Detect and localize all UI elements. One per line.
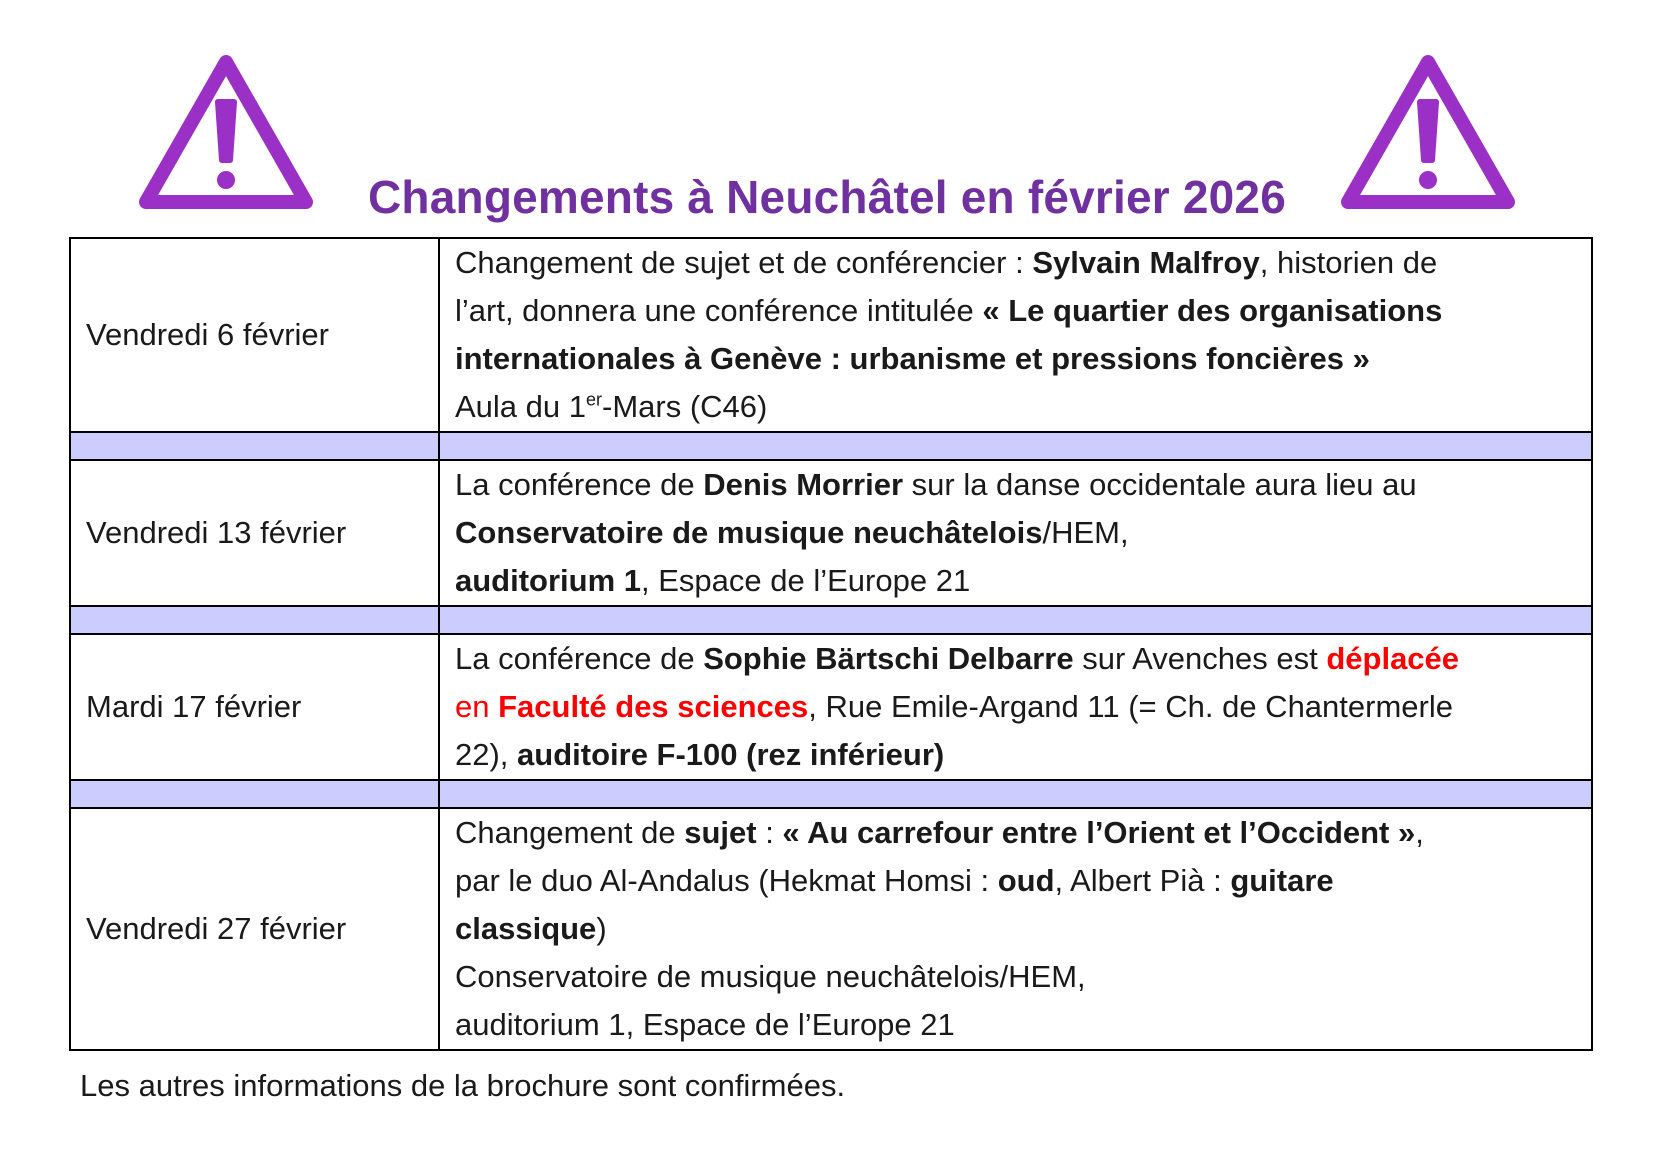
text-run: :	[756, 815, 783, 850]
speaker-name: Sylvain Malfroy	[1032, 245, 1260, 280]
room-name: auditoire F-100 (rez inférieur)	[517, 737, 945, 772]
event-description	[439, 634, 1592, 780]
moved-notice: en	[455, 689, 499, 724]
text-run: Changement de	[455, 815, 685, 850]
changes-table	[69, 237, 1593, 1051]
separator-row	[70, 780, 1592, 808]
room-name: auditorium 1	[455, 563, 642, 598]
event-date: Vendredi 13 février	[70, 460, 439, 606]
text-run: par le duo Al-Andalus (Hekmat Homsi :	[455, 863, 998, 898]
event-date: Mardi 17 février	[70, 634, 439, 780]
text-run: , Albert Pià :	[1054, 863, 1231, 898]
address: 22),	[455, 737, 518, 772]
text-run: )	[596, 911, 607, 946]
venue-text: -Mars (C46)	[602, 389, 768, 424]
table-row	[70, 634, 1592, 780]
table-row	[70, 460, 1592, 606]
instrument: oud	[997, 863, 1055, 898]
table-row	[70, 808, 1592, 1050]
text-run: La conférence de	[455, 467, 704, 502]
lecture-title: « Le quartier des organisations	[982, 293, 1443, 328]
instrument: classique	[455, 911, 597, 946]
text-run: sur Avenches est	[1073, 641, 1327, 676]
venue-name: Conservatoire de musique neuchâtelois	[455, 515, 1043, 550]
event-description	[439, 808, 1592, 1050]
address: , Rue Emile-Argand 11 (= Ch. de Chantermerle	[808, 689, 1453, 724]
page-title: Changements à Neuchâtel en février 2026	[368, 171, 1286, 223]
address: , Espace de l’Europe 21	[641, 563, 971, 598]
instrument: guitare	[1230, 863, 1334, 898]
table-row	[70, 238, 1592, 432]
moved-notice: déplacée	[1326, 641, 1460, 676]
text-run: La conférence de	[455, 641, 704, 676]
text-run: sujet	[684, 815, 757, 850]
event-description	[439, 460, 1592, 606]
speaker-name: Sophie Bärtschi Delbarre	[703, 641, 1074, 676]
lecture-title: internationales à Genève : urbanisme et pressions foncières »	[455, 341, 1370, 376]
event-date: Vendredi 27 février	[70, 808, 439, 1050]
venue-name: Faculté des sciences	[498, 689, 809, 724]
speaker-name: Denis Morrier	[703, 467, 904, 502]
text-run: l’art, donnera une conférence intitulée	[455, 293, 983, 328]
text-run: ,	[1415, 815, 1424, 850]
venue-text: Aula du 1	[455, 389, 586, 424]
event-date: Vendredi 6 février	[70, 238, 439, 432]
text-run: sur la danse occidentale aura lieu au	[903, 467, 1417, 502]
venue-name: Conservatoire de musique neuchâtelois/HEM,	[455, 959, 1086, 994]
text-run: Changement de sujet et de conférencier :	[455, 245, 1033, 280]
address: auditorium 1, Espace de l’Europe 21	[455, 1007, 955, 1042]
text-run: , historien de	[1259, 245, 1438, 280]
superscript: er	[586, 389, 603, 410]
text-run: /HEM,	[1042, 515, 1129, 550]
lecture-title: « Au carrefour entre l’Orient et l’Occident »	[782, 815, 1416, 850]
separator-row	[70, 432, 1592, 460]
separator-row	[70, 606, 1592, 634]
event-description	[439, 238, 1592, 432]
footer-note: Les autres informations de la brochure sont confirmées.	[80, 1068, 846, 1103]
